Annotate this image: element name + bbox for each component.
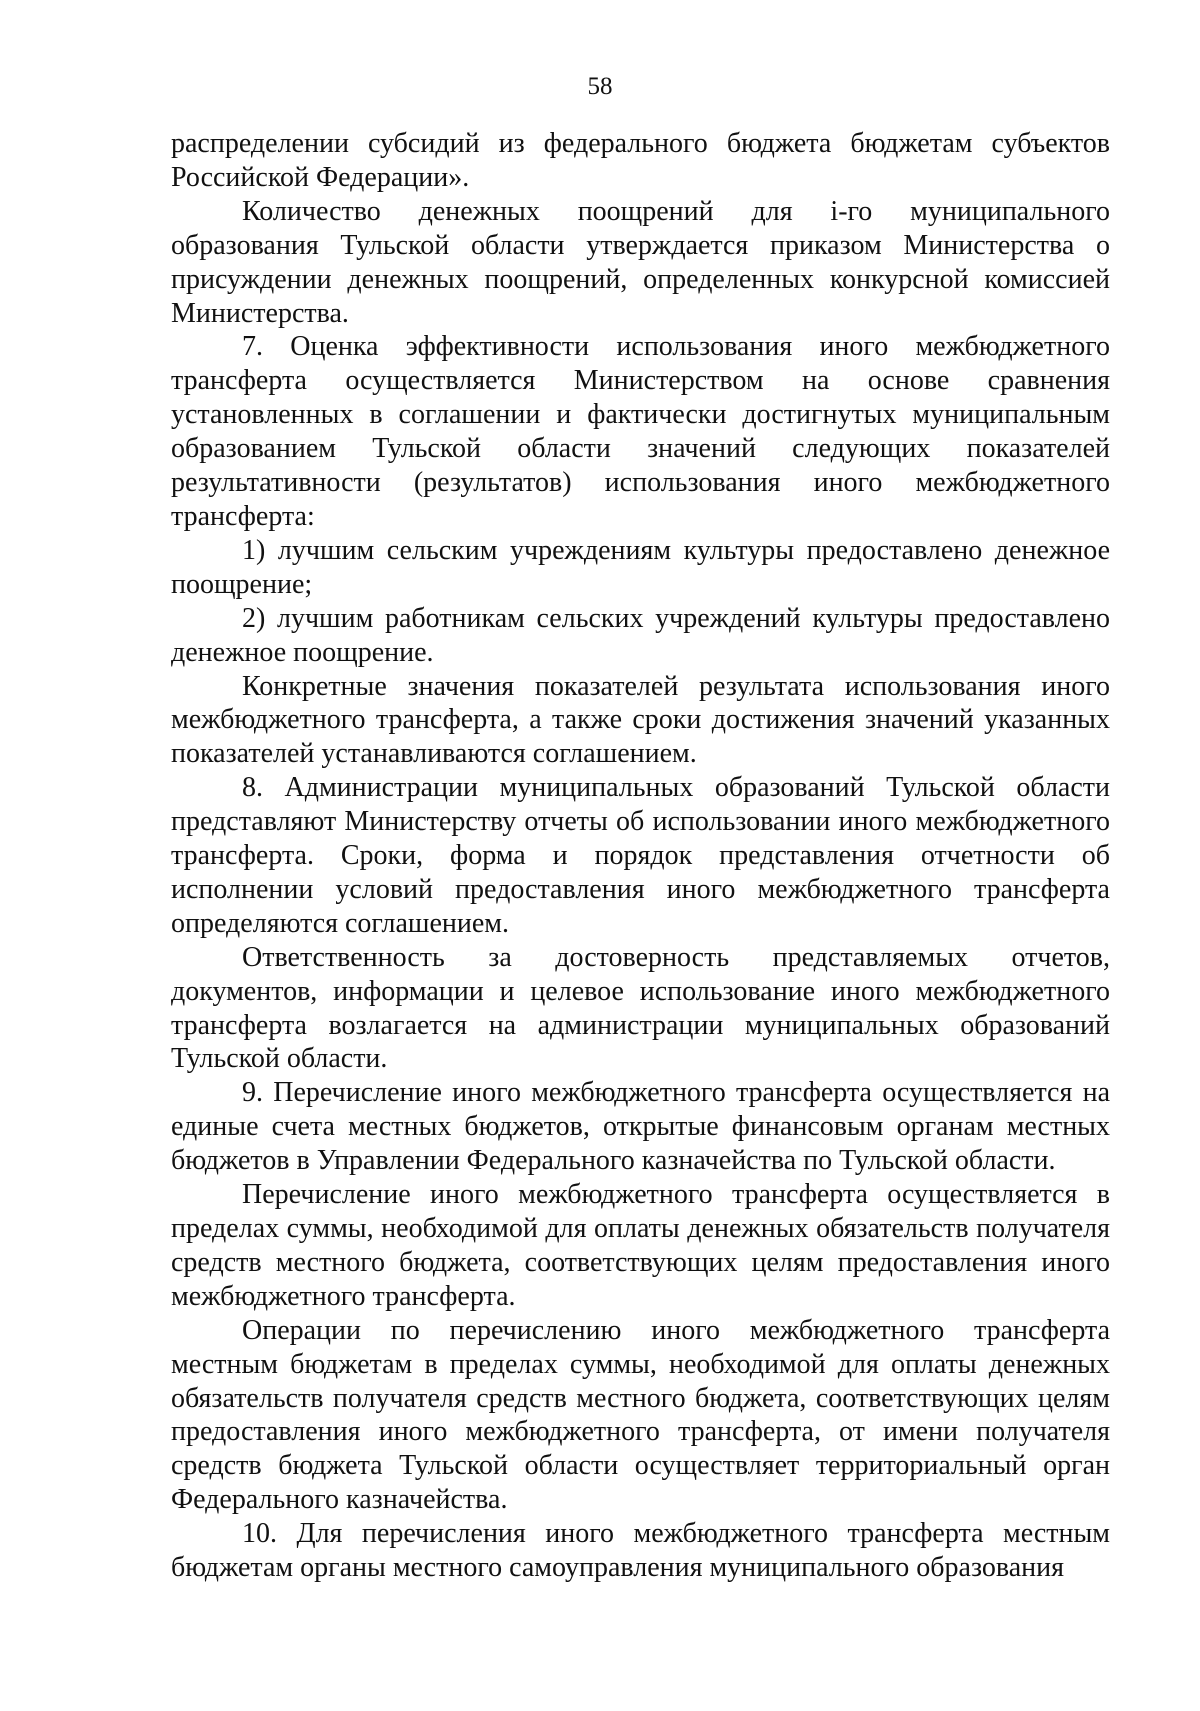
- paragraph-6: Конкретные значения показателей результата использования иного межбюджетного трансферта, а также сроки достижения значений указанных показателей устанавливаются соглашением.: [171, 670, 1110, 770]
- document-body: [171, 127, 1110, 1585]
- paragraph-11: Операции по перечислению иного межбюджетного трансферта местным бюджетам в пределах суммы, необходимой для оплаты денежных обязательств получателя средств местного бюджета, соответствующих целям предоставления иного межбюджетного трансферта, от имени получателя средств бюджета Тульской области осуществляет территориальный орган Федерального казначейства.: [171, 1314, 1110, 1516]
- paragraph-9: 9. Перечисление иного межбюджетного трансферта осуществляется на единые счета местных бюджетов, открытые финансовым органам местных бюджетов в Управлении Федерального казначейства по Тульской области.: [171, 1077, 1110, 1177]
- paragraph-1: распределении субсидий из федерального бюджета бюджетам субъектов Российской Федерации».: [171, 128, 1110, 193]
- paragraph-10: Перечисление иного межбюджетного трансферта осуществляется в пределах суммы, необходимой для оплаты денежных обязательств получателя средств местного бюджета, соответствующих целям предоставления иного межбюджетного трансферта.: [171, 1179, 1110, 1312]
- paragraph-8: Ответственность за достоверность представляемых отчетов, документов, информации и целевое использование иного межбюджетного трансферта возлагается на администрации муниципальных образований Тульской области.: [171, 941, 1110, 1075]
- paragraph-2: Количество денежных поощрений для i-го муниципального образования Тульской области утверждается приказом Министерства о присуждении денежных поощрений, определенных конкурсной комиссией Министерства.: [171, 195, 1110, 329]
- page-number: 58: [587, 73, 613, 100]
- paragraph-4: 1) лучшим сельским учреждениям культуры предоставлено денежное поощрение;: [171, 534, 1110, 600]
- paragraph-7: 8. Администрации муниципальных образований Тульской области представляют Министерству отчеты об использовании иного межбюджетного трансферта. Сроки, форма и порядок представления отчетности об исполнении условий предоставления иного межбюджетного трансферта определяются соглашением.: [171, 772, 1110, 939]
- paragraph-5: 2) лучшим работникам сельских учреждений культуры предоставлено денежное поощрение.: [171, 602, 1110, 668]
- paragraph-3: 7. Оценка эффективности использования иного межбюджетного трансферта осуществляется Министерством на основе сравнения установленных в соглашении и фактически достигнутых муниципальным образованием Тульской области значений следующих показателей результативности (результатов) использования иного межбюджетного трансферта:: [171, 331, 1110, 532]
- paragraph-12: 10. Для перечисления иного межбюджетного трансферта местным бюджетам органы местного самоуправления муниципального образования: [171, 1518, 1110, 1584]
